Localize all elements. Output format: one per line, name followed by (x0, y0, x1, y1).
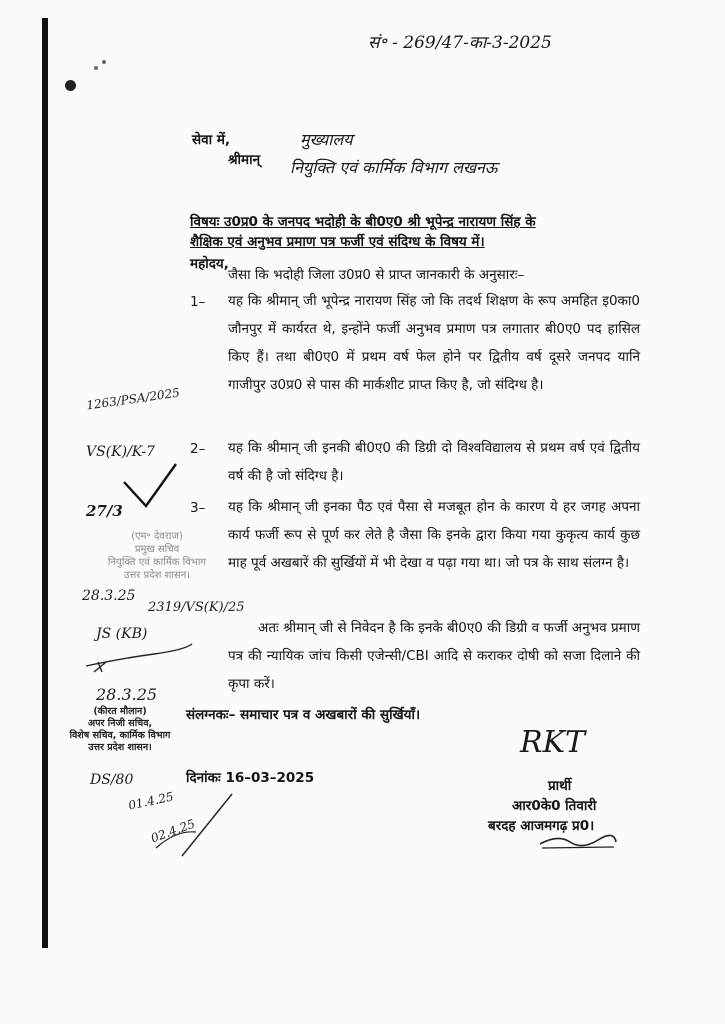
speck (94, 66, 98, 70)
margin-scribble (84, 636, 194, 676)
speck (102, 60, 106, 64)
point-2-text: यह कि श्रीमान् जी इनकी बी0ए0 की डिग्री दो विश्वविद्यालय से प्रथम वर्ष एवं द्वितीय वर्ष की है जो संदिग्ध है। (228, 440, 640, 484)
applicant-signature: RKT (520, 725, 586, 760)
margin-note-date-3: 28.3.25 (96, 685, 158, 704)
special-secretary-stamp: (कीरत मौलान) अपर निजी सचिव, विशेष सचिव, कार्मिक विभाग उत्तर प्रदेश शासन। (69, 706, 171, 753)
margin-note-date-1: 27/3 (86, 502, 123, 520)
addressee-hand-2: नियुक्ति एवं कार्मिक विभाग लखनऊ (290, 158, 498, 177)
margin-initials-ink (126, 790, 236, 860)
subject-line-1: विषयः उ0प्र0 के जनपद भदोही के बी0ए0 श्री भूपेन्द्र नारायण सिंह के (190, 214, 536, 230)
punch-hole (65, 80, 76, 91)
intro-line: जैसा कि भदोही जिला उ0प्र0 से प्राप्त जानकारी के अनुसारः– (228, 267, 525, 283)
margin-note-diary-no: 1263/PSA/2025 (85, 385, 181, 413)
signature-scribble (538, 832, 618, 852)
salutation: महोदय, (190, 256, 229, 272)
point-1-text: यह कि श्रीमान् जी भूपेन्द्र नारायण सिंह जो कि तदर्थ शिक्षण के रूप अमहित इ0का0 जौनपुर में कार्यरत थे, इन्होंने फर्जी अनुभव प्रमाण पत्र लगातार बी0ए0 पद हासिल किए हैं। तथा बी0ए0 में प्रथम वर्ष फेल होने पर द्वितीय वर्ष दूसरे जनपद यानि गाजीपुर उ0प्र0 से पास की मार्कशीट प्राप्त किए है, जो संदिग्ध है। (228, 293, 640, 393)
margin-note-date-2: 28.3.25 (82, 588, 136, 604)
margin-note-date-5: 02.4.25 (148, 816, 197, 846)
enclosure-line: संलग्नकः– समाचार पत्र व अखबारों की सुर्खियाँ। (186, 707, 421, 723)
point-3-text: यह कि श्रीमान् जी इनका पैठ एवं पैसा से मजबूत होन के कारण ये हर जगह अपना कार्य फर्जी रूप से पूर्ण कर लेते है जैसा कि इनके द्वारा किया गया कुकृत्य कार्य कुछ माह पूर्व अखबारें की सुर्खियों में भी देखा व पढ़ा गया था। जो पत्र के साथ संलग्न है। (228, 499, 640, 571)
check-mark-ink (120, 462, 180, 522)
seva-mein-label: सेवा में, (192, 132, 231, 148)
date-line: दिनांकः 16–03–2025 (186, 770, 315, 786)
margin-note-date-4: 01.4.25 (127, 789, 175, 813)
margin-note-ds: DS/80 (90, 772, 134, 788)
subject-line-2: शैक्षिक एवं अनुभव प्रमाण पत्र फर्जी एवं संदिग्ध के विषय में। (190, 234, 485, 250)
point-number: 1– (190, 294, 206, 310)
signature-name: आर0के0 तिवारी (512, 798, 597, 814)
point-number: 3– (190, 500, 206, 516)
reference-number: सं॰ - 269/47-का-3-2025 (368, 33, 552, 53)
margin-note-js: JS (KB) (96, 626, 148, 642)
binding-bar (42, 18, 48, 948)
signature-place: बरदह आजमगढ़ प्र0। (488, 818, 595, 834)
margin-note-file-no: 2319/VS(K)/25 (148, 600, 245, 615)
request-paragraph: अतः श्रीमान् जी से निवेदन है कि इनके बी0ए0 की डिग्री व फर्जी अनुभव प्रमाण पत्र की न्यायिक जांच किसी एजेन्सी/CBI आदि से कराकर दोषी को सजा दिलाने की कृपा करें। (228, 620, 640, 692)
margin-note-section: VS(K)/K-7 (86, 444, 155, 460)
addressee-hand-1: मुख्यालय (300, 130, 353, 149)
shriman-label: श्रीमान् (228, 152, 261, 168)
signature-role: प्रार्थी (548, 778, 572, 794)
point-number: 2– (190, 441, 206, 457)
principal-secretary-stamp: (एम॰ देवराज) प्रमुख सचिव नियुक्ति एवं कार्मिक विभाग उत्तर प्रदेश शासन। (107, 531, 207, 581)
